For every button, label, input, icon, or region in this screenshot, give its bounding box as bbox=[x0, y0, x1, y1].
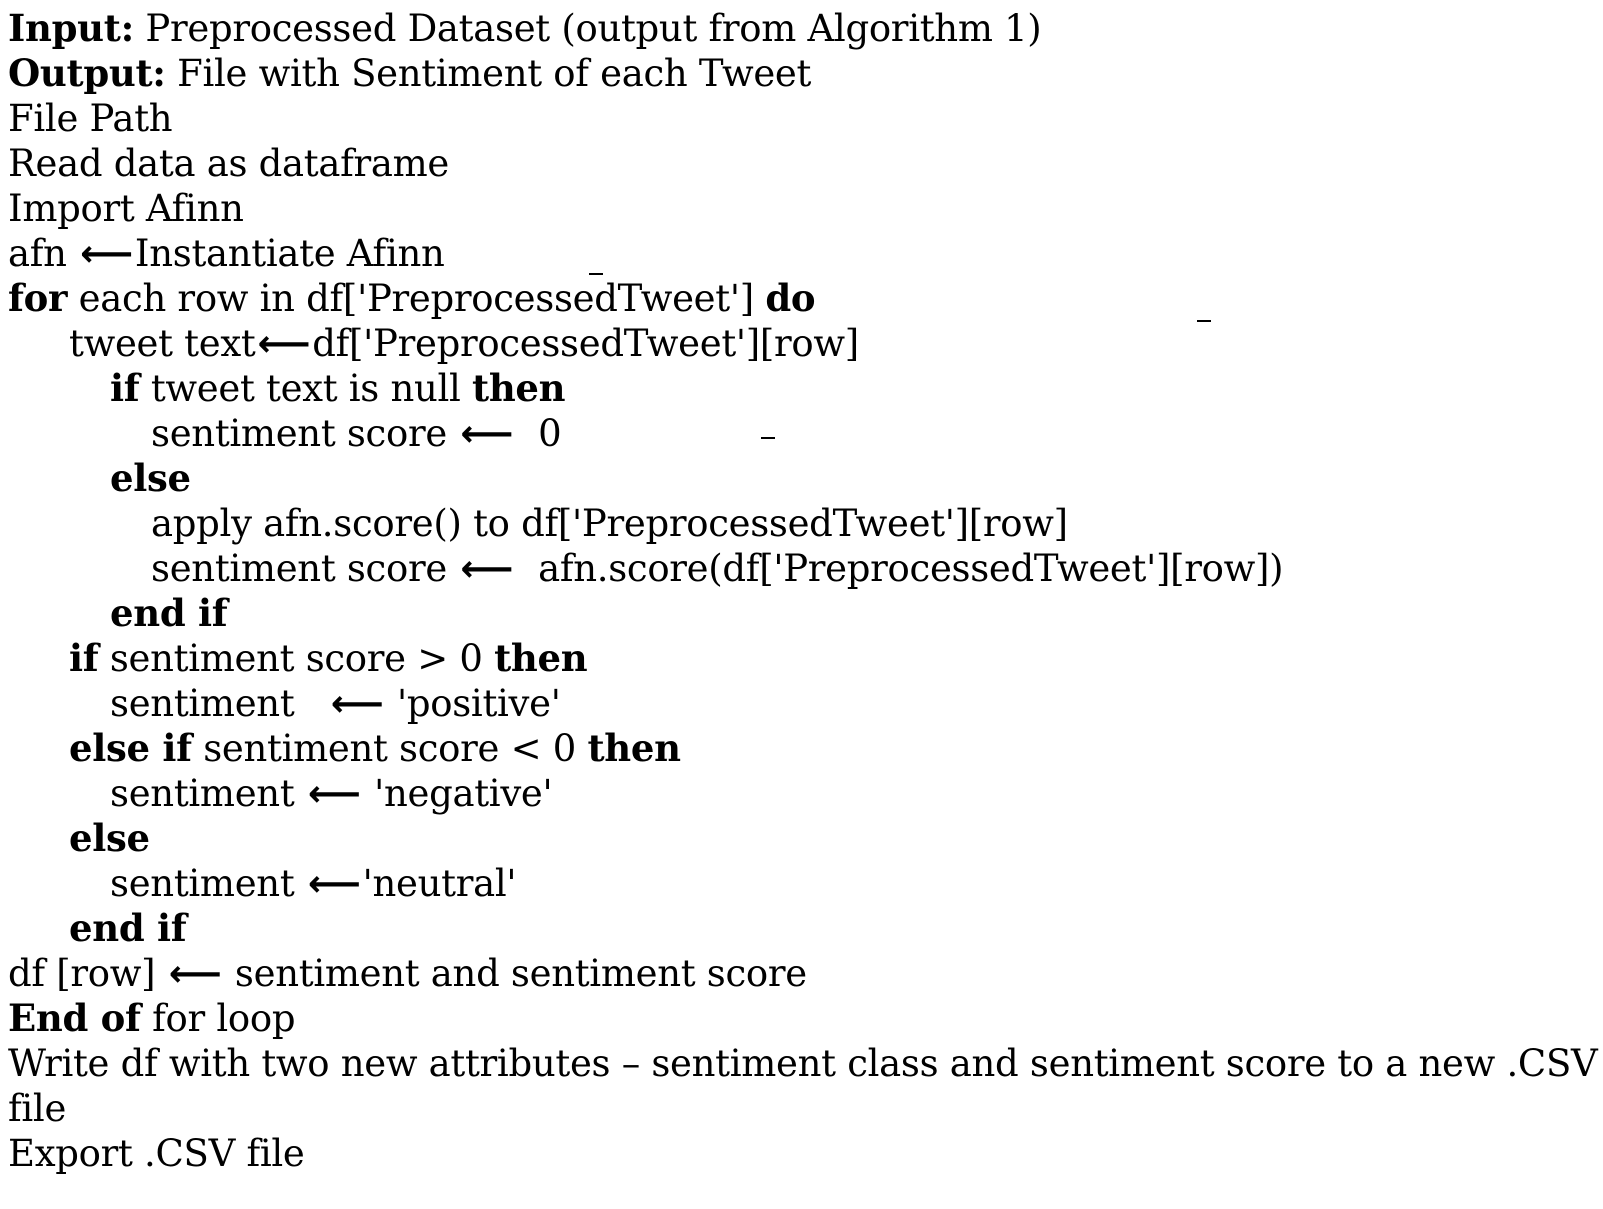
assign-arrow-icon: ⟵ bbox=[257, 322, 311, 365]
algorithm-line bbox=[8, 816, 1598, 861]
line-text: df['PreprocessedTweet'][row] bbox=[312, 322, 859, 365]
keyword: else bbox=[69, 816, 150, 860]
algorithm-line bbox=[8, 996, 1598, 1041]
algorithm-line bbox=[8, 951, 1598, 996]
line-text: sentiment bbox=[110, 682, 329, 725]
keyword: Input: bbox=[8, 6, 134, 50]
algorithm-line bbox=[8, 1041, 1598, 1086]
line-text: afn bbox=[8, 232, 79, 275]
algorithm-line bbox=[8, 906, 1598, 951]
algorithm-line bbox=[8, 501, 1598, 546]
algorithm-line bbox=[8, 411, 1598, 456]
line-text: tweet text is null bbox=[139, 367, 473, 410]
line-text: Read data as dataframe bbox=[8, 142, 449, 185]
line-text: sentiment bbox=[110, 772, 306, 815]
keyword: End of bbox=[8, 996, 141, 1040]
keyword: do bbox=[765, 276, 816, 320]
line-text: Write df with two new attributes – sentiment class and sentiment score to a new .CSV bbox=[8, 1042, 1598, 1085]
algorithm-line bbox=[8, 456, 1598, 501]
algorithm-line bbox=[8, 726, 1598, 771]
algorithm-line bbox=[8, 366, 1598, 411]
scan-mark bbox=[761, 437, 775, 439]
assign-arrow-icon: ⟵ bbox=[307, 862, 361, 905]
keyword: then bbox=[472, 366, 566, 410]
keyword: else bbox=[110, 456, 191, 500]
algorithm-line bbox=[8, 276, 1598, 321]
line-text: tweet text bbox=[69, 322, 256, 365]
line-text: File Path bbox=[8, 97, 173, 140]
algorithm-line bbox=[8, 591, 1598, 636]
assign-arrow-icon: ⟵ bbox=[460, 412, 514, 455]
algorithm-line bbox=[8, 681, 1598, 726]
line-text: file bbox=[8, 1087, 67, 1130]
algorithm-line bbox=[8, 186, 1598, 231]
algorithm-line bbox=[8, 321, 1598, 366]
line-text: sentiment score < 0 bbox=[191, 727, 588, 770]
keyword: if bbox=[110, 366, 140, 410]
assign-arrow-icon: ⟵ bbox=[460, 547, 514, 590]
line-text: 'positive' bbox=[385, 682, 561, 725]
line-text: sentiment score bbox=[151, 412, 459, 455]
algorithm-line bbox=[8, 1131, 1598, 1176]
line-text: Preprocessed Dataset (output from Algorithm 1) bbox=[133, 7, 1042, 50]
algorithm-line bbox=[8, 636, 1598, 681]
keyword: Output: bbox=[8, 51, 166, 95]
keyword: else if bbox=[69, 726, 192, 770]
algorithm-line bbox=[8, 141, 1598, 186]
algorithm-block bbox=[8, 6, 1598, 1176]
keyword: then bbox=[494, 636, 588, 680]
scan-mark bbox=[1197, 320, 1211, 322]
line-text: sentiment score bbox=[151, 547, 459, 590]
algorithm-line bbox=[8, 771, 1598, 816]
line-text: Import Afinn bbox=[8, 187, 244, 230]
keyword: if bbox=[69, 636, 99, 680]
keyword: end if bbox=[69, 906, 187, 950]
line-text: 0 bbox=[515, 412, 562, 455]
line-text: sentiment score > 0 bbox=[98, 637, 495, 680]
line-text: for loop bbox=[140, 997, 296, 1040]
assign-arrow-icon: ⟵ bbox=[307, 772, 361, 815]
line-text: apply afn.score() to df['PreprocessedTweet'][row] bbox=[151, 502, 1068, 545]
line-text: 'negative' bbox=[362, 772, 553, 815]
assign-arrow-icon: ⟵ bbox=[80, 232, 133, 275]
algorithm-line bbox=[8, 1086, 1598, 1131]
line-text: sentiment bbox=[110, 862, 306, 905]
keyword: for bbox=[8, 276, 68, 320]
algorithm-line bbox=[8, 96, 1598, 141]
line-text: 'neutral' bbox=[362, 862, 517, 905]
line-text: File with Sentiment of each Tweet bbox=[165, 52, 812, 95]
algorithm-line bbox=[8, 51, 1598, 96]
algorithm-line bbox=[8, 546, 1598, 591]
assign-arrow-icon: ⟵ bbox=[330, 682, 384, 725]
scan-mark bbox=[589, 273, 603, 275]
algorithm-line bbox=[8, 231, 1598, 276]
algorithm-line bbox=[8, 861, 1598, 906]
keyword: end if bbox=[110, 591, 228, 635]
line-text: afn.score(df['PreprocessedTweet'][row]) bbox=[515, 547, 1284, 590]
assign-arrow-icon: ⟵ bbox=[168, 952, 222, 995]
line-text: df [row] bbox=[8, 952, 167, 995]
algorithm-line bbox=[8, 6, 1598, 51]
line-text: each row in df['PreprocessedTweet'] bbox=[67, 277, 766, 320]
line-text: Instantiate Afinn bbox=[134, 232, 445, 275]
keyword: then bbox=[587, 726, 681, 770]
line-text: sentiment and sentiment score bbox=[223, 952, 807, 995]
line-text: Export .CSV file bbox=[8, 1132, 305, 1175]
